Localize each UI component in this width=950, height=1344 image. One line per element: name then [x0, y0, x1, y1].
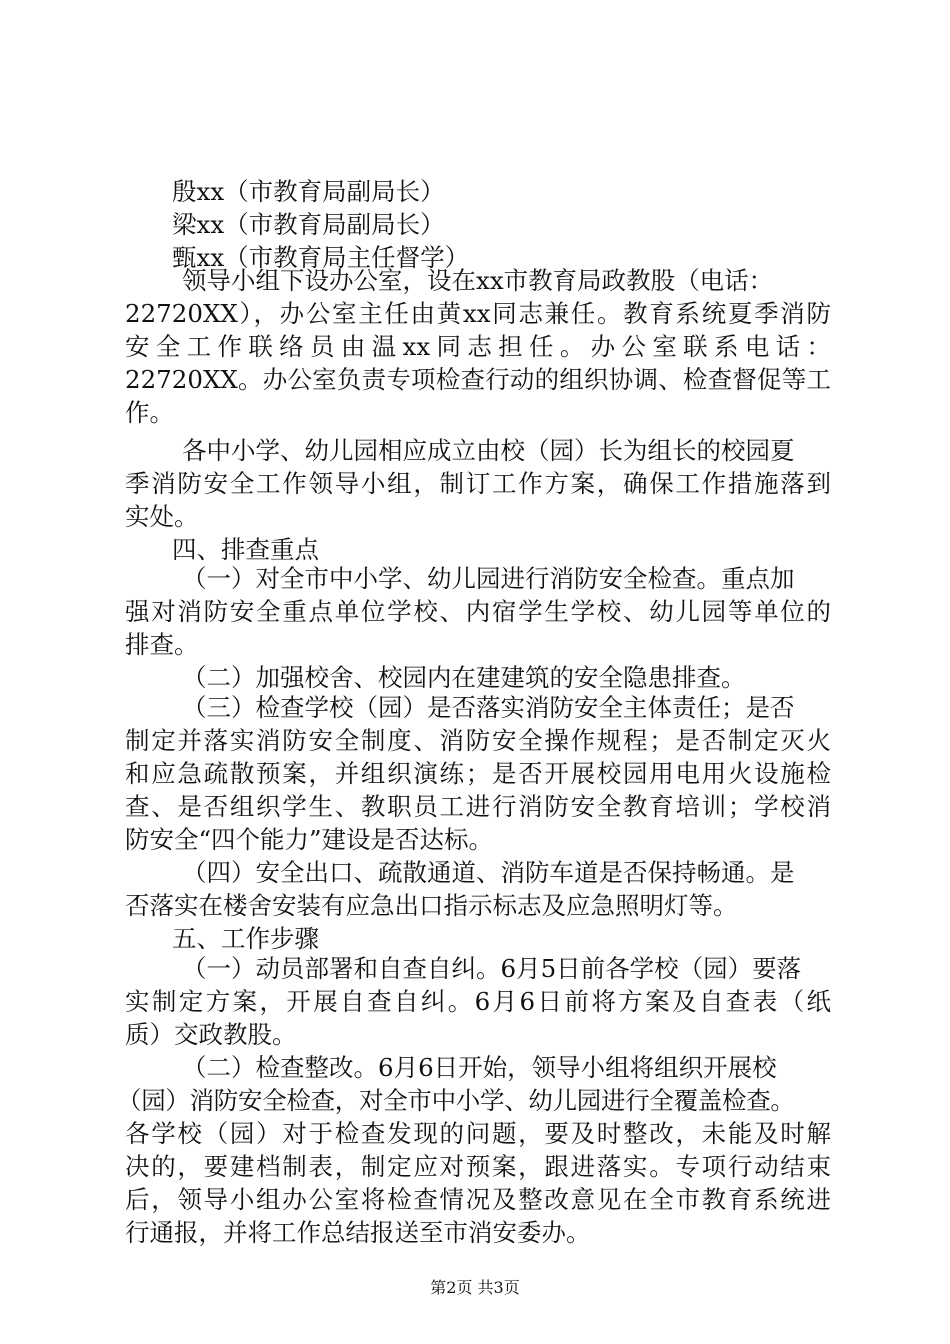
paragraph-line: 和应急疏散预案，并组织演练；是否开展校园用电用火设施检	[125, 759, 831, 788]
paragraph-line: 决的，要建档制表，制定应对预案，跟进落实。专项行动结束	[125, 1152, 831, 1181]
member-line-zhen: 甄xx（市教育局主任督学）	[172, 243, 470, 272]
paragraph-line: 否落实在楼舍安装有应急出口指示标志及应急照明灯等。	[125, 891, 738, 920]
paragraph-line: 实制定方案，开展自查自纠。6月6日前将方案及自查表（纸	[125, 987, 831, 1016]
page-footer: 第2页 共3页	[430, 1278, 520, 1297]
paragraph-line: 各中小学、幼儿园相应成立由校（园）长为组长的校园夏	[182, 436, 795, 465]
section-heading: 五、工作步骤	[172, 924, 319, 953]
paragraph-line: 强对消防安全重点单位学校、内宿学生学校、幼儿园等单位的	[125, 597, 831, 626]
paragraph-line: 领导小组下设办公室，设在xx市教育局政教股（电话：	[182, 266, 774, 295]
paragraph-line: （二）加强校舍、校园内在建建筑的安全隐患排查。	[182, 663, 746, 692]
paragraph-line: 各学校（园）对于检查发现的问题，要及时整改，未能及时解	[125, 1119, 831, 1148]
paragraph-line: 安全工作联络员由温xx同志担任。办公室联系电话：	[125, 332, 831, 361]
paragraph-line: 制定并落实消防安全制度、消防安全操作规程；是否制定灭火	[125, 726, 831, 755]
paragraph-line: 22720XX），办公室主任由黄xx同志兼任。教育系统夏季消防	[125, 299, 831, 328]
paragraph-line: 质）交政教股。	[125, 1020, 297, 1049]
paragraph-line: 后，领导小组办公室将检查情况及整改意见在全市教育系统进	[125, 1185, 831, 1214]
paragraph-line: （一）动员部署和自查自纠。6月5日前各学校（园）要落	[182, 954, 802, 983]
paragraph-line: （四）安全出口、疏散通道、消防车道是否保持畅通。是	[182, 858, 795, 887]
paragraph-line: （园）消防安全检查，对全市中小学、幼儿园进行全覆盖检查。	[117, 1086, 795, 1115]
paragraph-line: 实处。	[125, 502, 199, 531]
paragraph-line: 排查。	[125, 630, 199, 659]
paragraph-line: 22720XX。办公室负责专项检查行动的组织协调、检查督促等工	[125, 365, 831, 394]
paragraph-line: （二）检查整改。6月6日开始，领导小组将组织开展校	[182, 1053, 777, 1082]
paragraph-line: （三）检查学校（园）是否落实消防安全主体责任；是否	[182, 693, 795, 722]
paragraph-line: （一）对全市中小学、幼儿园进行消防安全检查。重点加	[182, 564, 795, 593]
section-heading: 四、排查重点	[172, 535, 319, 564]
paragraph-line: 防安全“四个能力”建设是否达标。	[125, 825, 494, 854]
paragraph-line: 季消防安全工作领导小组，制订工作方案，确保工作措施落到	[125, 469, 831, 498]
paragraph-line: 行通报，并将工作总结报送至市消安委办。	[125, 1218, 591, 1247]
member-line-liang: 梁xx（市教育局副局长）	[172, 210, 445, 239]
paragraph-line: 作。	[125, 398, 174, 427]
paragraph-line: 查、是否组织学生、教职员工进行消防安全教育培训；学校消	[125, 792, 831, 821]
member-line-yin: 殷xx（市教育局副局长）	[172, 177, 445, 206]
